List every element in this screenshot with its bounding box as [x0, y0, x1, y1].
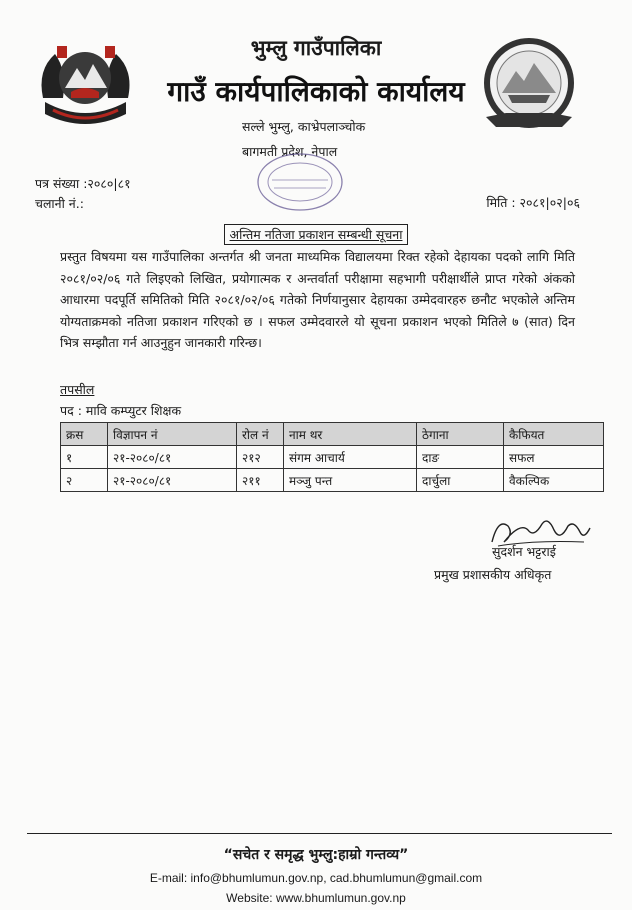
details-label: तपसील: [60, 382, 95, 397]
letter-references: [35, 174, 131, 214]
cell-serial: १: [61, 446, 108, 469]
footer-slogan: “सचेत र समृद्ध भुम्लु:हाम्रो गन्तव्य”: [223, 847, 409, 863]
header-address: ठेगाना: [417, 423, 504, 446]
header-roll-no: रोल नं: [237, 423, 284, 446]
signatory-title: प्रमुख प्रशासकीय अधिकृत: [434, 567, 552, 582]
cell-name: मञ्जु पन्त: [284, 469, 417, 492]
table-header-row: [61, 423, 604, 446]
footer-email: E-mail: info@bhumlumun.gov.np, cad.bhumlumun@gmail.com: [149, 871, 483, 885]
footer-divider: [27, 833, 612, 834]
header-serial: क्रस: [61, 423, 108, 446]
cell-address: दाङ: [417, 446, 504, 469]
notice-title-container: [0, 224, 632, 245]
table-row: [61, 446, 604, 469]
cell-remarks: वैकल्पिक: [504, 469, 604, 492]
letter-date: मिति : २०८१|०२|०६: [486, 195, 580, 210]
cell-serial: २: [61, 469, 108, 492]
header-name: नाम थर: [284, 423, 417, 446]
municipality-name: भुम्लु गाउँपालिका: [250, 36, 382, 60]
notice-title: अन्तिम नतिजा प्रकाशन सम्बन्धी सूचना: [224, 224, 409, 245]
notice-body: प्रस्तुत विषयमा यस गाउँपालिका अन्तर्गत श्री जनता माध्यमिक विद्यालयमा रिक्त रहेको देहायका पदको लागि मिति २०८१/०२/०६ गते लिइएको लिखित, प्रयोगात्मक र अन्तर्वार्ता परीक्षामा सहभागी परीक्षार्थीले प्राप्त गरेको अंकको आधारमा पदपूर्ति समितिको मिति २०८१/०२/०६ गतेको निर्णयानुसार देहायका उम्मेदवारहरु छनौट भएकोले अन्तिम योग्यताक्रमको नतिजा प्रकाशन गरिएको छ । सफल उम्मेदवारले यो सूचना प्रकाशन भएको मितिले ७ (सात) दिन भित्र सम्झौता गर्न आउनुहुन जानकारी गरिन्छ।: [60, 249, 575, 350]
cell-name: संगम आचार्य: [284, 446, 417, 469]
cell-advertisement-no: २१-२०८०/८१: [108, 446, 237, 469]
dispatch-number: चलानी नं.:: [35, 196, 84, 211]
office-name: गाउँ कार्यपालिकाको कार्यालय: [167, 75, 465, 108]
address-line-1: सल्ले भुम्लु, काभ्रेपलाञ्चोक: [242, 119, 366, 134]
cell-remarks: सफल: [504, 446, 604, 469]
header-advertisement-no: विज्ञापन नं: [108, 423, 237, 446]
results-table: [60, 422, 604, 492]
table-row: [61, 469, 604, 492]
cell-roll-no: २११: [237, 469, 284, 492]
signatory-name: सुदर्शन भट्टराई: [492, 544, 556, 559]
office-stamp-icon: [254, 150, 346, 214]
footer-website: Website: www.bhumlumun.gov.np: [226, 891, 406, 905]
cell-roll-no: २१२: [237, 446, 284, 469]
address-line-2: बागमती प्रदेश, नेपाल: [242, 144, 338, 159]
reference-number: पत्र संख्या :२०८०|८१: [35, 176, 131, 191]
post-name: पद : मावि कम्प्युटर शिक्षक: [60, 403, 182, 418]
cell-advertisement-no: २१-२०८०/८१: [108, 469, 237, 492]
cell-address: दार्चुला: [417, 469, 504, 492]
header-remarks: कैफियत: [504, 423, 604, 446]
